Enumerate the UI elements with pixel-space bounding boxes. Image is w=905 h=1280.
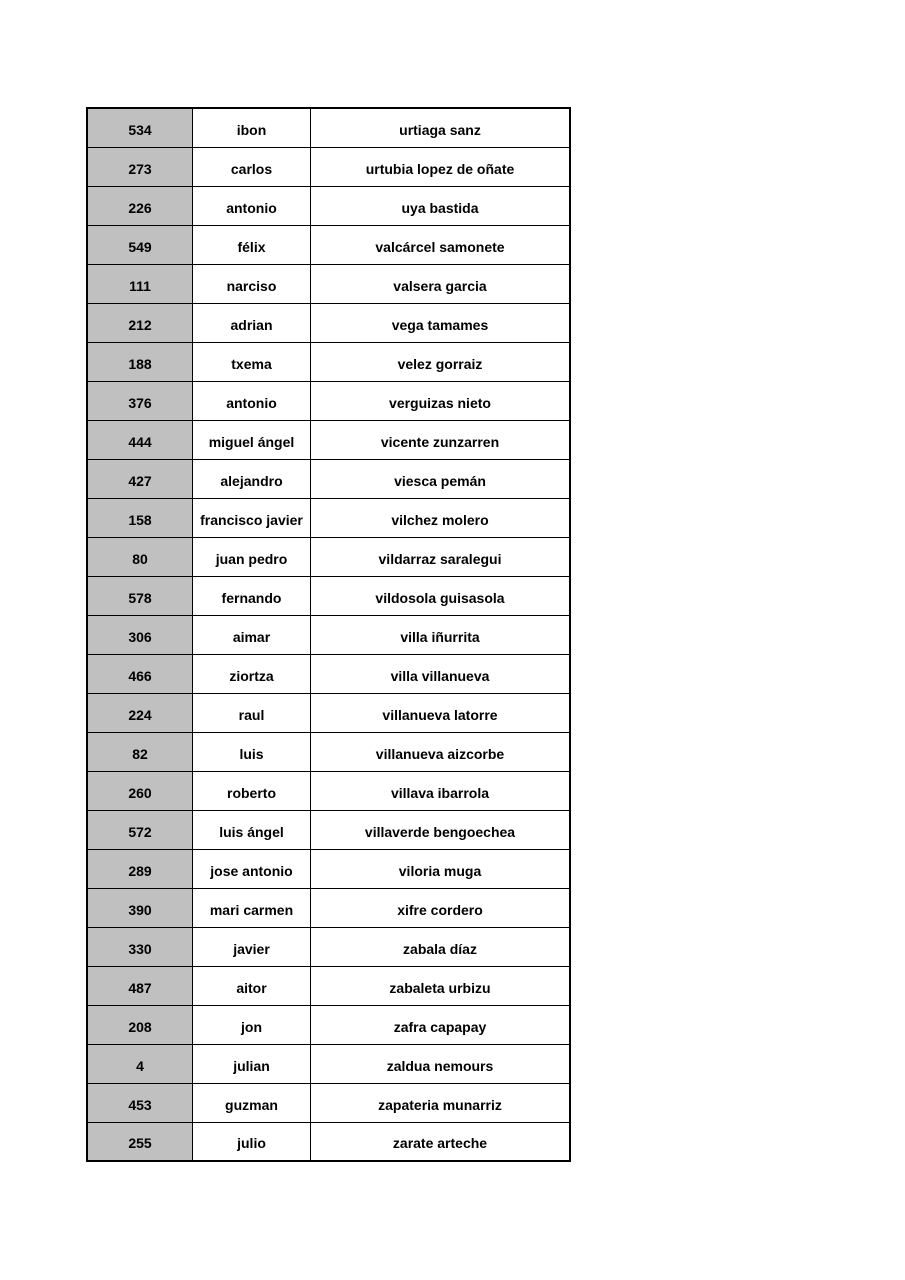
id-cell: 158 [88,499,193,537]
id-cell: 212 [88,304,193,342]
table-row [88,538,569,577]
id-cell: 224 [88,694,193,732]
first-name-cell: julian [193,1045,311,1083]
last-name-cell: viesca pemán [394,473,486,489]
id-cell: 80 [88,538,193,576]
last-name-cell: zabaleta urbizu [389,980,491,996]
first-name-cell: juan pedro [193,538,311,576]
table-row [88,616,569,655]
last-name-cell: vildarraz saralegui [378,551,502,567]
first-name-cell: aitor [193,967,311,1005]
id-cell: 226 [88,187,193,225]
table-row [88,1084,569,1123]
last-name-cell: zapateria munarriz [378,1097,502,1113]
table-row [88,928,569,967]
id-cell: 330 [88,928,193,966]
table-row [88,109,569,148]
table-row [88,577,569,616]
first-name-cell: ibon [193,109,311,147]
last-name-cell: valcárcel samonete [375,239,505,255]
first-name-cell: javier [193,928,311,966]
table-row [88,148,569,187]
id-cell: 208 [88,1006,193,1044]
first-name-cell: txema [193,343,311,381]
last-name-cell: villava ibarrola [390,785,490,801]
table-row [88,889,569,928]
last-name-cell: villanueva latorre [382,707,498,723]
id-cell: 4 [88,1045,193,1083]
id-cell: 188 [88,343,193,381]
last-name-cell: zafra capapay [393,1019,487,1035]
last-name-cell: velez gorraiz [397,356,483,372]
first-name-cell: guzman [193,1084,311,1122]
last-name-cell: zarate arteche [392,1135,488,1151]
table-row [88,343,569,382]
id-cell: 255 [88,1123,193,1160]
id-cell: 376 [88,382,193,420]
last-name-cell: verguizas nieto [389,395,491,411]
last-name-cell: xifre cordero [397,902,483,918]
table-row [88,421,569,460]
first-name-cell: julio [193,1123,311,1160]
table-row [88,1045,569,1084]
last-name-cell: valsera garcia [393,278,487,294]
id-cell: 444 [88,421,193,459]
first-name-cell: adrian [193,304,311,342]
last-name-cell: urtiaga sanz [399,122,481,138]
table-row [88,187,569,226]
last-name-cell: vilchez molero [391,512,489,528]
id-cell: 390 [88,889,193,927]
last-name-cell: vega tamames [391,317,489,333]
table-row [88,1123,569,1162]
name-table [86,107,571,1162]
table-row [88,850,569,889]
last-name-cell: viloria muga [398,863,482,879]
table-row [88,499,569,538]
first-name-cell: miguel ángel [193,421,311,459]
first-name-cell: fernando [193,577,311,615]
id-cell: 111 [88,265,193,303]
table-row [88,772,569,811]
last-name-cell: villa villanueva [390,668,490,684]
first-name-cell: luis [193,733,311,771]
last-name-cell: villanueva aizcorbe [375,746,505,762]
first-name-cell: ziortza [193,655,311,693]
first-name-cell: alejandro [193,460,311,498]
table-row [88,265,569,304]
id-cell: 487 [88,967,193,1005]
table-row [88,304,569,343]
first-name-cell: jon [193,1006,311,1044]
table-row [88,382,569,421]
table-row [88,460,569,499]
id-cell: 82 [88,733,193,771]
id-cell: 453 [88,1084,193,1122]
last-name-cell: villa iñurrita [400,629,480,645]
first-name-cell: mari carmen [193,889,311,927]
first-name-cell: félix [193,226,311,264]
first-name-cell: antonio [193,187,311,225]
first-name-cell: roberto [193,772,311,810]
table-row [88,811,569,850]
first-name-cell: jose antonio [193,850,311,888]
id-cell: 572 [88,811,193,849]
id-cell: 427 [88,460,193,498]
last-name-cell: vildosola guisasola [375,590,505,606]
first-name-cell: luis ángel [193,811,311,849]
last-name-cell: urtubia lopez de oñate [365,161,515,177]
last-name-cell: villaverde bengoechea [364,824,516,840]
table-row [88,655,569,694]
id-cell: 466 [88,655,193,693]
id-cell: 306 [88,616,193,654]
first-name-cell: francisco javier [193,499,311,537]
id-cell: 260 [88,772,193,810]
first-name-cell: aimar [193,616,311,654]
table-row [88,226,569,265]
id-cell: 549 [88,226,193,264]
last-name-cell: zaldua nemours [386,1058,494,1074]
first-name-cell: narciso [193,265,311,303]
last-name-cell: zabala díaz [403,941,477,957]
last-name-cell: uya bastida [401,200,479,216]
first-name-cell: carlos [193,148,311,186]
id-cell: 534 [88,109,193,147]
table-row [88,733,569,772]
id-cell: 578 [88,577,193,615]
table-row [88,967,569,1006]
id-cell: 273 [88,148,193,186]
table-row [88,694,569,733]
last-name-cell: vicente zunzarren [380,434,500,450]
first-name-cell: antonio [193,382,311,420]
first-name-cell: raul [193,694,311,732]
table-row [88,1006,569,1045]
id-cell: 289 [88,850,193,888]
